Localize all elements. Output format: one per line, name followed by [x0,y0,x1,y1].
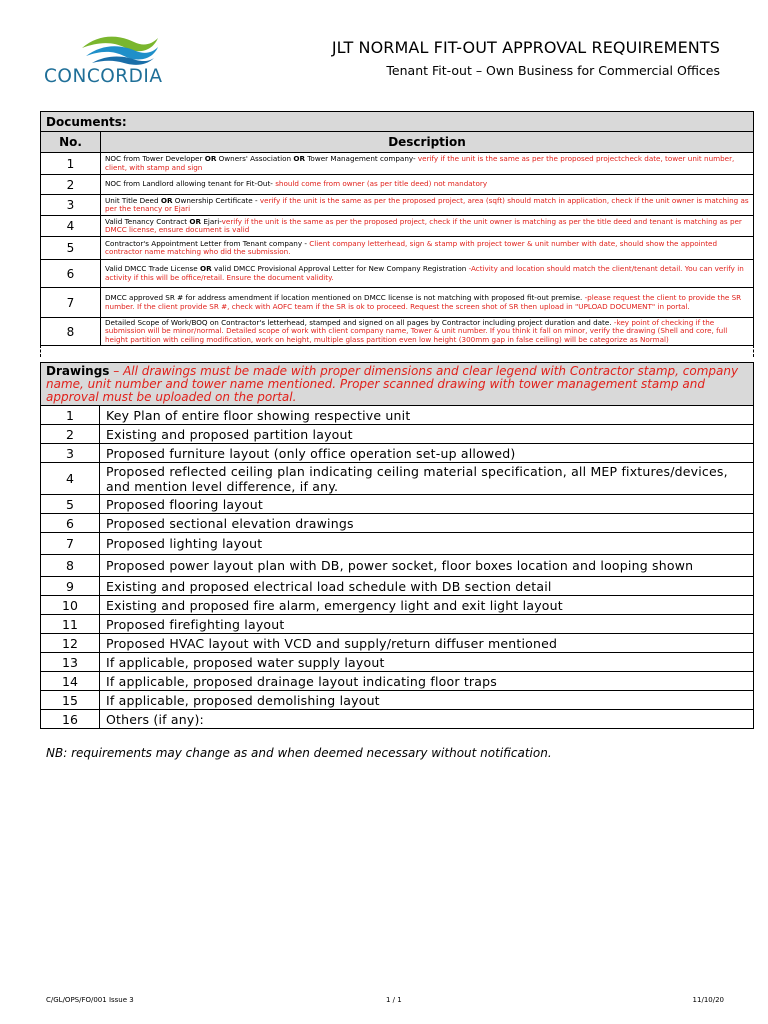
row-number: 2 [41,175,101,195]
drawings-section-header [41,363,754,406]
row-description: DMCC approved SR # for address amendment if location mentioned on DMCC license is not matching with proposed fit-out premise. -please request the client to provide the SR number. If the client provide SR #, check with AOFC team if the SR is ok to proceed. Request the screen shot of SR then upload in "UPLOAD DOCUMENT" in portal. [101,288,754,318]
document-row [41,195,754,216]
page-title: JLT NORMAL FIT-OUT APPROVAL REQUIREMENTS [331,38,720,57]
row-description: Valid DMCC Trade License OR valid DMCC Provisional Approval Letter for New Company Registration -Activity and location should match the client/tenant detail. You can verify in activity if this will be office/retail. Ensure the document validity. [101,260,754,288]
document-row [41,237,754,260]
drawing-row [41,533,754,555]
drawing-row [41,710,754,729]
row-number: 8 [41,318,101,346]
row-text: Proposed HVAC layout with VCD and supply/return diffuser mentioned [100,634,754,653]
drawing-row [41,672,754,691]
row-number: 6 [41,514,100,533]
drawings-label: Drawings [46,363,110,378]
drawing-row [41,577,754,596]
document-row [41,260,754,288]
row-number: 15 [41,691,100,710]
row-text: Proposed firefighting layout [100,615,754,634]
row-number: 7 [41,533,100,555]
row-description: Unit Title Deed OR Ownership Certificate - verify if the unit is the same as per the proposed project, area (sqft) should match in application, check if the unit owner is matching as per the tenancy or Ejari [101,195,754,216]
footer-doc-ref: C/GL/OPS/FO/001 Issue 3 [46,996,134,1004]
concordia-wave-icon [80,30,160,66]
documents-label: Documents: [41,112,754,132]
row-number: 16 [41,710,100,729]
row-text: Existing and proposed fire alarm, emergency light and exit light layout [100,596,754,615]
drawing-row [41,596,754,615]
disclaimer-note: NB: requirements may change as and when deemed necessary without notification. [46,746,552,760]
drawing-row [41,495,754,514]
row-number: 7 [41,288,101,318]
footer-page-number: 1 / 1 [386,996,402,1004]
row-number: 4 [41,463,100,495]
documents-column-header [41,132,754,153]
drawing-row [41,444,754,463]
document-row [41,216,754,237]
row-text: If applicable, proposed drainage layout indicating floor traps [100,672,754,691]
drawing-row [41,406,754,425]
footer-date: 11/10/20 [692,996,724,1004]
row-number: 3 [41,444,100,463]
row-description: NOC from Landlord allowing tenant for Fit-Out- should come from owner (as per title deed) not mandatory [101,175,754,195]
drawings-table [40,362,754,729]
row-number: 6 [41,260,101,288]
row-number: 2 [41,425,100,444]
row-number: 11 [41,615,100,634]
row-number: 5 [41,495,100,514]
row-number: 12 [41,634,100,653]
row-text: If applicable, proposed water supply layout [100,653,754,672]
documents-table [40,111,754,346]
document-row [41,175,754,195]
row-description: Valid Tenancy Contract OR Ejari-verify if the unit is the same as per the proposed project, check if the unit owner is matching as per the title deed and tenant is matching as per DMCC license, ensure document is valid [101,216,754,237]
row-number: 3 [41,195,101,216]
row-number: 4 [41,216,101,237]
row-number: 10 [41,596,100,615]
document-row [41,318,754,346]
row-text: If applicable, proposed demolishing layout [100,691,754,710]
row-number: 14 [41,672,100,691]
row-text: Key Plan of entire floor showing respective unit [100,406,754,425]
drawings-note: Drawings – All drawings must be made with proper dimensions and clear legend with Contractor stamp, company name, unit number and tower name mentioned. Proper scanned drawing with tower management stamp and approval must be uploaded on the portal. [41,363,754,406]
drawing-row [41,615,754,634]
row-text: Existing and proposed partition layout [100,425,754,444]
documents-section-header [41,112,754,132]
drawing-row [41,463,754,495]
row-number: 1 [41,406,100,425]
row-text: Others (if any): [100,710,754,729]
logo-wordmark: CONCORDIA [44,66,163,87]
row-description: Detailed Scope of Work/BOQ on Contractor's letterhead, stamped and signed on all pages by Contractor including project duration and date. -key point of checking if the submission will be minor/normal. Detailed scope of work with client company name, Tower & unit number. If you think it fall on minor, verify the drawing (Shell and core, full height partition with ceiling modification, work on height, multiple glass partition even low height (300mm gap in false ceiling) will be categorize as Normal) [101,318,754,346]
document-row [41,288,754,318]
row-text: Proposed sectional elevation drawings [100,514,754,533]
row-text: Proposed power layout plan with DB, power socket, floor boxes location and looping shown [100,555,754,577]
row-description: Contractor's Appointment Letter from Tenant company - Client company letterhead, sign & stamp with project tower & unit number with date, should show the appointed contractor name matching who did the submission. [101,237,754,260]
row-text: Proposed flooring layout [100,495,754,514]
row-text: Existing and proposed electrical load schedule with DB section detail [100,577,754,596]
drawings-requirement-text: All drawings must be made with proper dimensions and clear legend with Contractor stamp, company name, unit number and tower name mentioned. Proper scanned drawing with tower management stamp and approval must be uploaded on the portal. [46,363,739,404]
row-description: NOC from Tower Developer OR Owners' Association OR Tower Management company- verify if the unit is the same as per the proposed projectcheck date, tower unit number, client, with stamp and sign [101,153,754,175]
drawing-row [41,514,754,533]
row-text: Proposed reflected ceiling plan indicating ceiling material specification, all MEP fixtures/devices, and mention level difference, if any. [100,463,754,495]
drawing-row [41,691,754,710]
row-number: 13 [41,653,100,672]
row-number: 5 [41,237,101,260]
row-text: Proposed lighting layout [100,533,754,555]
col-no-header: No. [41,132,101,153]
concordia-logo [44,30,194,90]
row-number: 9 [41,577,100,596]
row-number: 1 [41,153,101,175]
document-row [41,153,754,175]
section-divider [40,345,754,357]
row-number: 8 [41,555,100,577]
page-subtitle: Tenant Fit-out – Own Business for Commercial Offices [386,63,720,78]
col-description-header: Description [101,132,754,153]
drawing-row [41,653,754,672]
drawing-row [41,425,754,444]
drawing-row [41,555,754,577]
drawing-row [41,634,754,653]
row-text: Proposed furniture layout (only office operation set-up allowed) [100,444,754,463]
